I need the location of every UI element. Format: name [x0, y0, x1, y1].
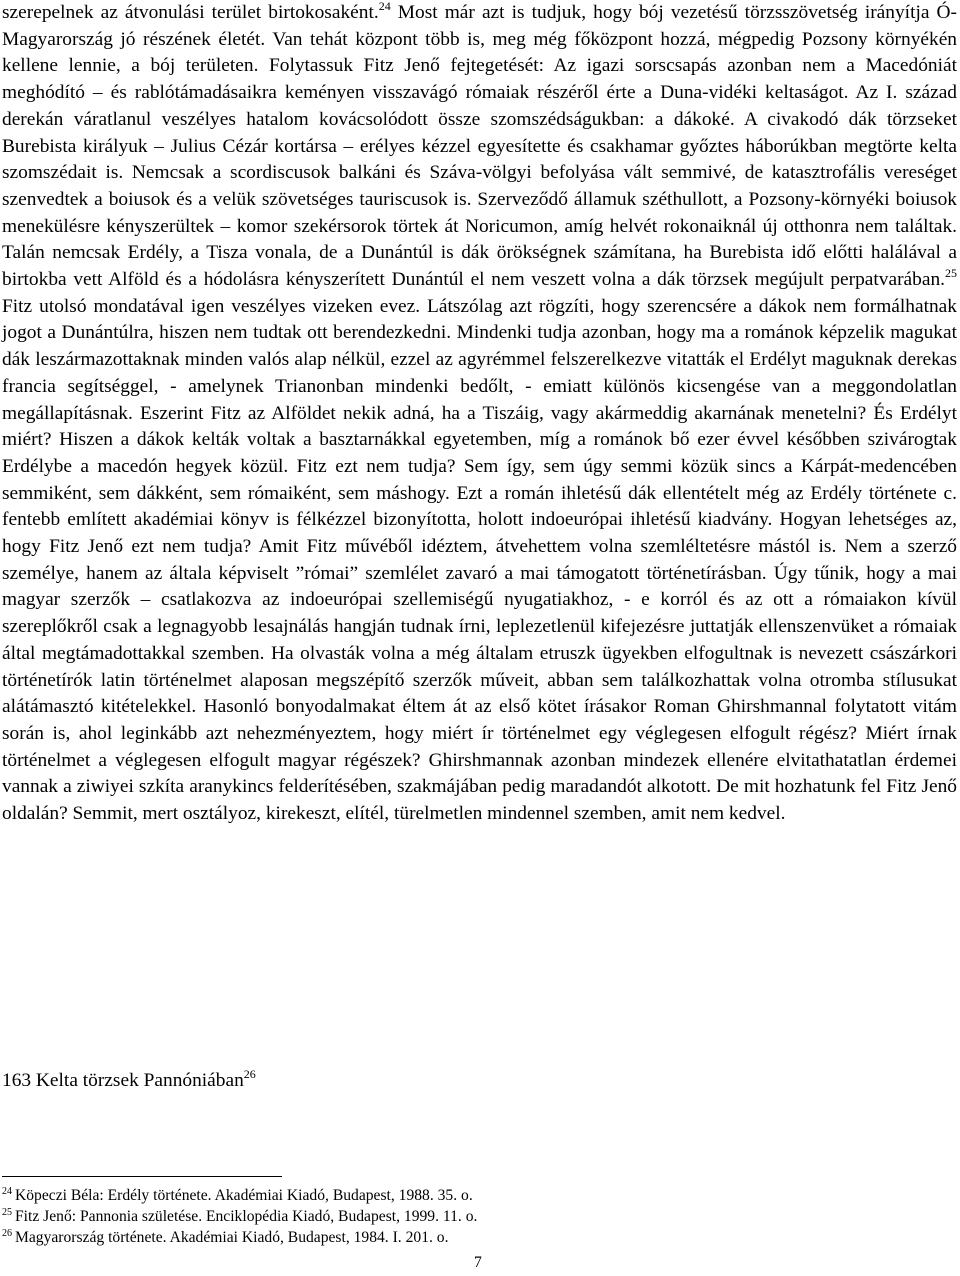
footnote-item: [2, 1227, 477, 1248]
footnote-ref-26[interactable]: 26: [243, 1067, 256, 1081]
footnote-item: [2, 1185, 477, 1206]
body-paragraph: [2, 0, 957, 828]
footnote-ref-24[interactable]: 24: [378, 0, 391, 13]
footnote-text: Fitz Jenő: Pannonia születése. Enciklopédia Kiadó, Budapest, 1999. 11. o.: [15, 1208, 478, 1225]
body-text-part-2: Most már azt is tudjuk, hogy bój vezetésű törzsszövetség irányítja Ó-Magyarország jó részének életét. Van tehát központ több is, meg még főközpont hozzá, mégpedig Pozsony környékén kellene lennie, a bój területen. Folytassuk Fitz Jenő fejtegetését: Az igazi sorscsapás azonban nem a Macedóniát meghódító – és rablótámadásaikra keményen visszavágó rómaiak részéről érte a Duna-vidéki keltaságot. Az I. század derekán váratlanul veszélyes hatalom kovácsolódott össze szomszédságukban: a dákoké. A civakodó dák törzseket Burebista királyuk – Julius Cézár kortársa – erélyes kézzel egyesítette és csakhamar győztes háborúkban megtörte kelta szomszédait is. Nemcsak a scordiscusok balkáni és Száva-völgyi befolyása vált semmivé, de katasztrofális vereséget szenvedtek a boiusok és a velük szövetséges tauriscusok is. Szerveződő államuk széthullott, a Pozsony-környéki boiusok menekülésre kényszerültek – komor szekérsorok törtek át Noricumon, amíg helvét rokonaiknál új otthonra nem találtak. Talán nemcsak Erdély, a Tisza vonala, de a Dunántúl is dák örökségnek számítana, ha Burebista idő előtti halálával a birtokba vett Alföld és a hódolásra kényszerített Dunántúl el nem veszett volna a dák törzsek megújult perpatvarában.: [2, 2, 957, 291]
footnote-separator: [2, 1176, 282, 1177]
footnote-number: 25: [2, 1207, 12, 1218]
footnote-ref-25[interactable]: 25: [945, 266, 957, 281]
footnotes-list: [2, 1185, 477, 1248]
page-number: 7: [474, 1254, 482, 1271]
body-text-part-3: Fitz utolsó mondatával igen veszélyes vizeken evez. Látszólag azt rögzíti, hogy szerencsére a dákok nem formálhatnak jogot a Dunántúlra, hiszen nem tudtak ott berendezkedni. Mindenki tudja azonban, hogy ma a románok képzelik magukat dák leszármazottaknak minden valós alap nélkül, ezzel az agyrémmel felszerelkezve vitatták el Erdélyt maguknak derekas francia segítséggel, - amelynek Trianonban mindenki bedőlt, - emiatt különös kicsengése van a meggondolatlan megállapításnak. Eszerint Fitz az Alföldet nekik adná, ha a Tiszáig, vagy akármeddig akarnának menetelni? És Erdélyt miért? Hiszen a dákok kelták voltak a basztarnákkal egyetemben, míg a románok bő ezer évvel későbben szivárogtak Erdélybe a macedón hegyek közül. Fitz ezt nem tudja? Sem így, sem úgy semmi közük sincs a Kárpát-medencében semmiként, sem dákként, sem rómaiként, sem máshogy. Ezt a román ihletésű dák ellentételt még az Erdély története c. fentebb említett akadémiai könyv is félkézzel bizonyította, holott indoeurópai ihletésű kiadvány. Hogyan lehetséges az, hogy Fitz Jenő ezt nem tudja? Amit Fitz művéből idéztem, átvehettem volna szemléltetésre mástól is. Nem a szerző személye, hanem az általa képviselt ”római” szemlélet zavaró a mai támogatott történetírásban. Úgy tűnik, hogy a mai magyar szerzők – csatlakozva az indoeurópai szellemiségű nyugatiakhoz, - e korról és az ott a rómaiakon kívül szereplőkről csak a legnagyobb lesajnálás hangján tudnak írni, leplezetlenül kifejezésre juttatják ellenszenvüket a rómaiak által megtámadottakkal szemben. Ha olvasták volna a még általam etruszk ügyekben elfogultnak is nevezett császárkori történetírók latin történelmet alaposan megszépítő szerzők műveit, abban sem találkozhattak volna otromba stílusukat alátámasztó kitételekkel. Hasonló bonyodalmakat éltem át az első kötet írásakor Roman Ghirshmannal folytatott vitám során is, ahol leginkább azt nehezményeztem, hogy miért ír történelmet egy véglegesen elfogult régész? Miért írnak történelmet a véglegesen elfogult magyar régészek? Ghirshmannak azonban mindezek ellenére elvitathatatlan érdemei vannak a ziwiyei szkíta aranykincs felderítésében, szakmájában pedig maradandót alkotott. De mit hozhatunk fel Fitz Jenő oldalán? Semmit, mert osztályoz, kirekeszt, elítél, türelmetlen mindennel szemben, amit nem kedvel.: [2, 295, 957, 825]
heading-text: 163 Kelta törzsek Pannóniában: [2, 1070, 244, 1091]
footnote-number: 26: [2, 1228, 12, 1239]
footnote-number: 24: [2, 1186, 12, 1197]
footnote-item: [2, 1206, 477, 1227]
footnote-text: Köpeczi Béla: Erdély története. Akadémiai Kiadó, Budapest, 1988. 35. o.: [15, 1187, 473, 1204]
figure-caption-heading: [2, 1067, 256, 1092]
footnote-text: Magyarország története. Akadémiai Kiadó, Budapest, 1984. I. 201. o.: [15, 1229, 449, 1246]
body-text-part-1: szerepelnek az átvonulási terület birtokosaként.: [2, 2, 379, 23]
